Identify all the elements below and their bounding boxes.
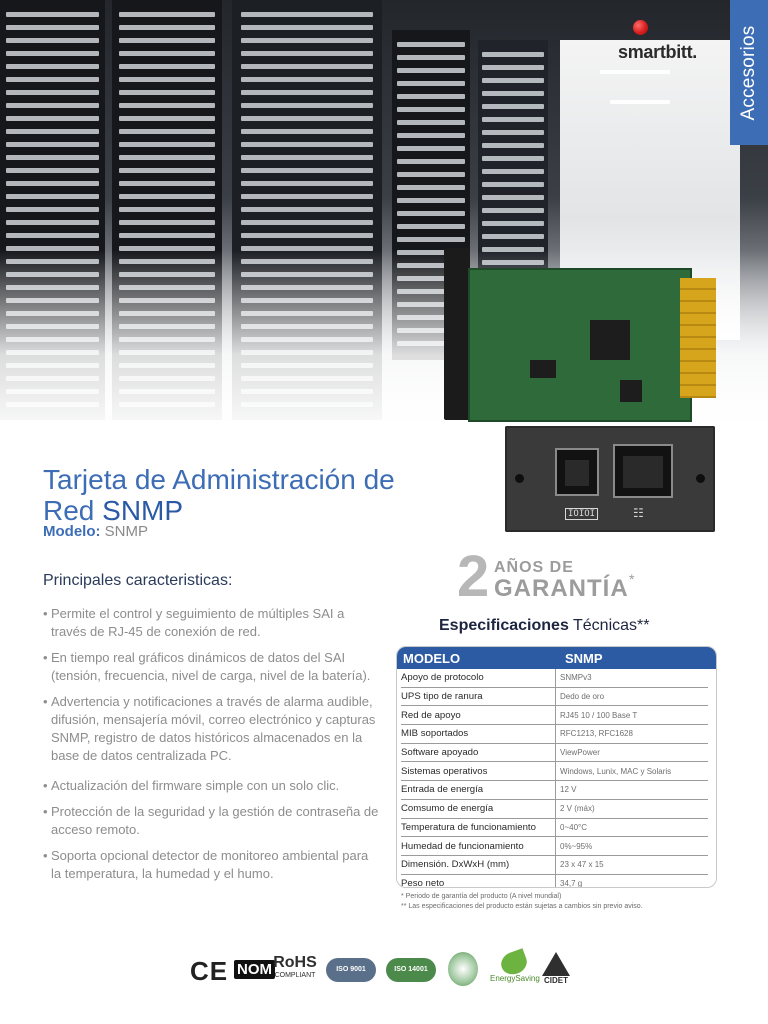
brand-logo [618,20,718,64]
rack-slot [119,12,216,17]
feature-item: • Actualización del firmware simple con un solo clic. [43,777,381,795]
feature-item: • En tiempo real gráficos dinámicos de datos del SAI (tensión, frecuencia, nivel de carga, nivel de la batería). [43,649,381,685]
specs-row-label: Temperatura de funcionamiento [401,821,536,833]
rack-slot [241,12,373,17]
cidet-label: CIDET [544,976,568,985]
rack-slot [119,155,216,160]
specs-row-value: RJ45 10 / 100 Base T [555,706,708,724]
ce-mark-icon: CE [190,956,229,986]
rack-slot [6,142,98,147]
rack-slot [482,221,544,226]
rack-slot [482,169,544,174]
rack-slot [119,90,216,95]
rack-slot [6,90,98,95]
rack-slot [397,185,466,190]
rack-slot [397,81,466,86]
specs-row-value: RFC1213, RFC1628 [555,725,708,743]
rack-slot [397,107,466,112]
energy-saving-icon [490,952,538,983]
rack-slot [6,220,98,225]
specs-row [401,837,708,856]
rack-slot [241,51,373,56]
gold-finger-connector [680,278,716,398]
specs-row-value: 12 V [555,781,708,799]
rack-slot [119,64,216,69]
ceiling-light [610,100,670,104]
title-line-1: Tarjeta de Administración de [43,463,395,495]
rack-slot [119,129,216,134]
rack-slot [6,129,98,134]
specs-row [401,875,708,888]
specs-title-bold: Especificaciones [439,617,569,634]
rack-slot [397,224,466,229]
specs-row-label: Sistemas operativos [401,765,488,777]
rack-slot [241,25,373,30]
rack-slot [119,116,216,121]
specs-row-label: Entrada de energía [401,784,484,796]
rohs-mark-icon [273,954,317,979]
rack-slot [119,103,216,108]
rohs-sub: COMPLIANT [274,972,316,979]
features-heading: Principales caracteristicas: [43,572,233,589]
specs-row-label: Red de apoyo [401,709,461,721]
specs-row [401,688,708,707]
rack-slot [241,103,373,108]
rack-slot [482,117,544,122]
features-list [43,605,381,891]
card-bracket [444,248,470,420]
card-faceplate-image [505,426,715,532]
specs-title-rest: Técnicas** [568,617,650,634]
rack-slot [397,159,466,164]
rack-slot [6,194,98,199]
rack-slot [6,64,98,69]
specs-row [401,762,708,781]
specs-row-value: 0~40°C [555,819,708,837]
rack-slot [6,103,98,108]
model-line [43,523,148,540]
rack-slot [482,234,544,239]
rack-slot [241,77,373,82]
specs-header-model: MODELO [403,650,461,666]
rack-slot [241,64,373,69]
product-title [43,464,443,526]
specs-row-label: UPS tipo de ranura [401,691,483,703]
rack-slot [119,168,216,173]
title-line-2-prefix: Red [43,494,103,526]
cidet-triangle-icon [542,952,570,976]
specs-row [401,819,708,838]
specs-row-value: Windows, Lunix, MAC y Solaris [555,762,708,780]
rack-slot [241,90,373,95]
feature-item: • Protección de la seguridad y la gestión de contraseña de acceso remoto. [43,803,381,839]
rack-slot [482,156,544,161]
specs-row-value: 23 x 47 x 15 [555,856,708,874]
rack-slot [6,12,98,17]
specs-row [401,781,708,800]
warranty-years: 2 [457,544,490,609]
rack-slot [119,51,216,56]
rack-slot [482,195,544,200]
specs-row-label: Software apoyado [401,747,479,759]
footnote: ** Las especificaciones del producto están sujetas a cambios sin previo aviso. [401,902,643,910]
rack-slot [397,42,466,47]
specs-title [439,617,649,635]
specs-row-value: ViewPower [555,744,708,762]
specs-row-label: Comsumo de energía [401,803,494,815]
rack-slot [241,220,373,225]
footnotes [401,892,731,911]
rack-slot [397,120,466,125]
rack-slot [397,146,466,151]
circuit-board [468,268,692,422]
rack-slot [241,194,373,199]
rack-slot [6,155,98,160]
quality-seal-icon [448,952,478,986]
rack-slot [241,207,373,212]
rack-slot [397,133,466,138]
warranty-line-1: AÑOS DE [494,559,574,576]
logo-dot-icon [633,20,648,35]
feature-item: • Permite el control y seguimiento de múltiples SAI a través de RJ-45 de conexión de red. [43,605,381,641]
rohs-label: RoHS [273,954,317,971]
rack-slot [397,237,466,242]
warranty-badge [457,544,657,609]
specs-row-value: 0%~95% [555,837,708,855]
specs-row [401,744,708,763]
specs-row [401,669,708,688]
specs-row-value: 34,7 g [555,875,708,888]
rack-slot [482,52,544,57]
chip [530,360,556,378]
feature-item: • Advertencia y notificaciones a través de alarma audible, difusión, mensajería móvil, correo electrónico y capturas SNMP, registro de datos históricos almacenados en la base de datos centralizada PC. [43,693,381,765]
rack-slot [241,38,373,43]
specs-row [401,856,708,875]
ceiling-light [600,70,670,74]
snmp-card-pcb-image [444,248,720,420]
specs-row [401,725,708,744]
specs-row-value: SNMPv3 [555,669,708,687]
rack-slot [482,78,544,83]
brand-name: smartbitt. [618,42,698,62]
specs-row-label: Dimensión. DxWxH (mm) [401,859,510,871]
rack-slot [6,181,98,186]
specs-row-label: Apoyo de protocolo [401,672,484,684]
rack-slot [119,220,216,225]
rack-slot [241,233,373,238]
category-tab-label: Accesorios [738,25,759,120]
screw [515,474,524,483]
chip [590,320,630,360]
specs-row-value: Dedo de oro [555,688,708,706]
rack-slot [397,172,466,177]
rack-slot [6,207,98,212]
rack-slot [397,68,466,73]
rack-slot [119,194,216,199]
warranty-line-2: GARANTÍA [494,575,629,602]
rack-slot [241,116,373,121]
iso-9001-label: ISO 9001 [336,966,366,973]
rack-slot [6,25,98,30]
energy-saving-label: EnergySaving [490,974,540,983]
rack-slot [6,77,98,82]
warranty-mark: * [629,571,635,587]
iso-14001-icon [386,958,436,982]
port-label: IOIOI [565,508,598,520]
rack-slot [119,233,216,238]
specs-table-body [397,669,716,888]
rack-slot [482,104,544,109]
serial-port-icon [555,448,599,496]
specs-table-header [397,647,716,669]
rack-slot [6,51,98,56]
rack-slot [6,168,98,173]
rack-slot [119,25,216,30]
specs-row-label: Peso neto [401,877,445,888]
rack-slot [241,155,373,160]
rj45-port-icon [613,444,673,498]
category-tab [730,0,768,145]
specs-row-label: Humedad de funcionamiento [401,840,524,852]
rack-slot [6,233,98,238]
certifications-strip [190,950,580,992]
rack-slot [397,55,466,60]
specs-row-value: 2 V (máx) [555,800,708,818]
rack-slot [6,116,98,121]
rack-slot [482,182,544,187]
rack-slot [6,38,98,43]
rack-slot [482,143,544,148]
rack-slot [241,181,373,186]
specs-table [396,646,717,888]
rack-slot [241,168,373,173]
rack-slot [119,142,216,147]
specs-row-label: MIB soportados [401,728,469,740]
rack-slot [397,211,466,216]
rack-slot [119,207,216,212]
chip [620,380,642,402]
rack-slot [397,198,466,203]
rack-slot [482,208,544,213]
title-line-2-bold: SNMP [102,494,184,526]
rack-slot [482,130,544,135]
cidet-mark-icon [540,952,572,985]
rack-slot [241,129,373,134]
model-value: SNMP [100,523,149,540]
rack-slot [397,94,466,99]
rack-slot [119,38,216,43]
screw [696,474,705,483]
feature-item: • Soporta opcional detector de monitoreo ambiental para la temperatura, la humedad y el humo. [43,847,381,883]
network-icon: ☷ [633,506,644,520]
footnote: * Periodo de garantía del producto (A nivel mundial) [401,893,562,900]
specs-header-value: SNMP [565,650,603,666]
nom-mark-icon: NOM [234,960,275,979]
rack-slot [241,142,373,147]
iso-9001-icon [326,958,376,982]
rack-slot [482,65,544,70]
specs-row [401,706,708,725]
rack-slot [482,91,544,96]
iso-14001-label: ISO 14001 [394,966,428,973]
rack-slot [119,77,216,82]
rack-slot [119,181,216,186]
model-label: Modelo: [43,523,101,540]
specs-row [401,800,708,819]
